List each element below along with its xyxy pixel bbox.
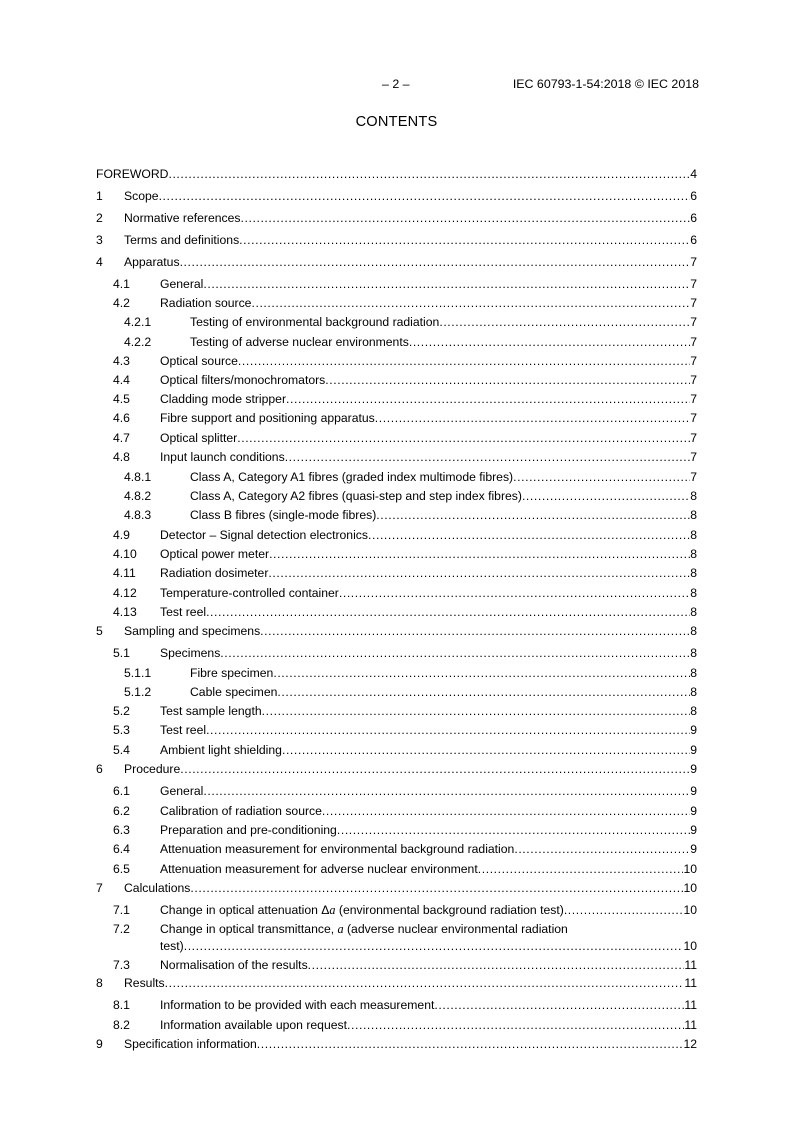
- dot-leader: [251, 295, 690, 311]
- toc-page-number: 9: [690, 784, 697, 798]
- toc-row[interactable]: [113, 921, 697, 955]
- toc-page-number: 7: [690, 335, 697, 349]
- toc-entry: [190, 469, 697, 485]
- dot-leader: [238, 353, 690, 369]
- toc-section-number: 5.4: [113, 743, 130, 757]
- toc-label: Test reel: [160, 723, 207, 737]
- toc-page-number: 7: [690, 315, 697, 329]
- toc-label: Terms and definitions: [124, 233, 240, 247]
- toc-label: Scope: [124, 189, 159, 203]
- toc-section-number: 4.2.1: [124, 315, 152, 329]
- toc-label: Class A, Category A1 fibres (graded index multimode fibres): [190, 470, 514, 484]
- toc-row[interactable]: [113, 722, 697, 738]
- toc-section-number: 4.4: [113, 373, 130, 387]
- toc-entry: [160, 527, 697, 543]
- toc-page-number: 8: [690, 704, 697, 718]
- toc-label: Temperature-controlled container: [160, 586, 339, 600]
- toc-page-number: 7: [690, 470, 697, 484]
- toc-row[interactable]: [96, 210, 697, 226]
- toc-entry: [160, 353, 697, 369]
- dot-leader: [282, 742, 690, 758]
- dot-leader: [277, 684, 690, 700]
- dot-leader: [269, 546, 690, 562]
- dot-leader: [206, 722, 690, 738]
- toc-row[interactable]: [96, 188, 697, 204]
- toc-row[interactable]: [113, 430, 697, 446]
- toc-section-number: 4.9: [113, 528, 130, 542]
- toc-page-number: 7: [690, 296, 697, 310]
- toc-label-text: Change in optical attenuation Δ: [160, 903, 330, 917]
- toc-section-number: 4.5: [113, 392, 130, 406]
- toc-entry: [96, 166, 697, 182]
- toc-page-number: 8: [690, 605, 697, 619]
- toc-label: Cable specimen: [190, 685, 278, 699]
- toc-section-number: 8: [96, 976, 103, 990]
- toc-entry: [190, 684, 697, 700]
- toc-row[interactable]: [113, 410, 697, 426]
- toc-label: Specimens: [160, 646, 221, 660]
- toc-page-number: 11: [684, 976, 697, 990]
- toc-label: Optical power meter: [160, 547, 270, 561]
- toc-entry: [160, 604, 697, 620]
- toc-entry: [160, 861, 697, 877]
- toc-label: Testing of environmental background radiation: [190, 315, 440, 329]
- toc-row[interactable]: [113, 391, 697, 407]
- dot-leader: [262, 703, 691, 719]
- toc-entry: [124, 880, 697, 896]
- toc-page-number: 4: [690, 167, 697, 181]
- dot-leader: [241, 210, 691, 226]
- dot-leader: [409, 334, 690, 350]
- toc-entry: [160, 295, 697, 311]
- toc-label: Normative references: [124, 211, 241, 225]
- toc-page-number: 6: [690, 233, 697, 247]
- toc-section-number: 7.2: [113, 922, 130, 936]
- dot-leader: [339, 585, 690, 601]
- toc-label: Radiation dosimeter: [160, 566, 269, 580]
- toc-label: Input launch conditions: [160, 450, 285, 464]
- toc-row[interactable]: [113, 295, 697, 311]
- toc-label: Attenuation measurement for environmental background radiation: [160, 842, 515, 856]
- toc-section-number: 7.1: [113, 903, 130, 917]
- toc-entry: [190, 665, 697, 681]
- toc-label-text: Change in optical transmittance,: [160, 922, 338, 936]
- document-id: IEC 60793-1-54:2018 © IEC 2018: [512, 77, 699, 91]
- math-symbol: a: [337, 922, 344, 936]
- dot-leader: [347, 1017, 684, 1033]
- math-symbol: a: [329, 903, 336, 917]
- dot-leader: [564, 902, 684, 918]
- toc-section-number: 4.6: [113, 411, 130, 425]
- toc-row[interactable]: [124, 469, 697, 485]
- toc-page-number: 11: [684, 998, 697, 1012]
- toc-entry: [190, 488, 697, 504]
- dot-leader: [268, 565, 690, 581]
- toc-row[interactable]: [96, 166, 697, 182]
- toc-row[interactable]: [113, 822, 697, 838]
- dot-leader: [184, 938, 684, 954]
- dot-leader: [190, 880, 683, 896]
- toc-entry: [160, 997, 697, 1013]
- toc-section-number: 4.8.2: [124, 489, 152, 503]
- toc-entry: [160, 410, 697, 426]
- toc-section-number: 3: [96, 233, 103, 247]
- toc-row[interactable]: [96, 975, 697, 991]
- dot-leader: [337, 822, 690, 838]
- toc-label: Calculations: [124, 881, 191, 895]
- toc-page-number: 8: [690, 547, 697, 561]
- toc-label: Information to be provided with each measurement: [160, 998, 435, 1012]
- toc-section-number: 6.3: [113, 823, 130, 837]
- toc-section-number: 4.8.3: [124, 508, 152, 522]
- toc-entry: [124, 975, 697, 991]
- toc-label: Class A, Category A2 fibres (quasi-step and step index fibres): [190, 489, 522, 503]
- toc-entry: [124, 1036, 697, 1052]
- toc-section-number: 8.2: [113, 1018, 130, 1032]
- toc-entry: [160, 783, 697, 799]
- toc-section-number: 4.3: [113, 354, 130, 368]
- toc-row[interactable]: [124, 684, 697, 700]
- toc-page-number: 9: [690, 823, 697, 837]
- toc-row[interactable]: [113, 997, 697, 1013]
- toc-page-number: 7: [690, 450, 697, 464]
- dot-leader: [322, 803, 690, 819]
- toc-label: Optical filters/monochromators: [160, 373, 326, 387]
- toc-row[interactable]: [113, 372, 697, 388]
- toc-label-text: (adverse nuclear environmental radiation: [343, 922, 568, 936]
- toc-entry: [160, 938, 697, 954]
- toc-section-number: 4.2.2: [124, 335, 152, 349]
- toc-label: Apparatus: [124, 255, 180, 269]
- dot-leader: [368, 527, 690, 543]
- toc-page-number: 10: [683, 939, 697, 953]
- toc-section-number: 6.5: [113, 862, 130, 876]
- toc-section-number: 6.2: [113, 804, 130, 818]
- toc-label: Calibration of radiation source: [160, 804, 322, 818]
- toc-page-number: 8: [690, 586, 697, 600]
- toc-section-number: 5.3: [113, 723, 130, 737]
- toc-row[interactable]: [96, 761, 697, 777]
- toc-page-number: 8: [690, 508, 697, 522]
- toc-page-number: 10: [683, 903, 697, 917]
- toc-label: Preparation and pre-conditioning: [160, 823, 337, 837]
- toc-page-number: 11: [684, 958, 697, 972]
- toc-row[interactable]: [113, 703, 697, 719]
- toc-label: test): [160, 939, 184, 953]
- toc-page-number: 12: [683, 1037, 697, 1051]
- toc-entry: [124, 210, 697, 226]
- toc-page-number: 8: [690, 528, 697, 542]
- toc-page-number: 9: [690, 804, 697, 818]
- toc-row[interactable]: [96, 254, 697, 270]
- dot-leader: [375, 410, 690, 426]
- toc-section-number: 4.7: [113, 431, 130, 445]
- toc-page-number: 7: [690, 411, 697, 425]
- toc-row[interactable]: [113, 546, 697, 562]
- toc-row[interactable]: [113, 841, 697, 857]
- dot-leader: [220, 645, 690, 661]
- dot-leader: [203, 276, 690, 292]
- dot-leader: [434, 997, 684, 1013]
- toc-label: Specification information: [124, 1037, 257, 1051]
- toc-label: Testing of adverse nuclear environments: [190, 335, 409, 349]
- toc-entry: [160, 703, 697, 719]
- toc-page-number: 7: [690, 392, 697, 406]
- contents-title: CONTENTS: [355, 114, 438, 130]
- toc-label: Fibre specimen: [190, 666, 274, 680]
- toc-entry: [160, 585, 697, 601]
- toc-entry: [124, 254, 697, 270]
- toc-row[interactable]: [113, 565, 697, 581]
- toc-label: Normalisation of the results: [160, 958, 308, 972]
- toc-section-number: 4.2: [113, 296, 130, 310]
- toc-section-number: 4.12: [113, 586, 137, 600]
- toc-label: Detector – Signal detection electronics: [160, 528, 368, 542]
- toc-page-number: 11: [684, 1018, 697, 1032]
- toc-section-number: 4.10: [113, 547, 137, 561]
- dot-leader: [165, 975, 685, 991]
- toc-entry: [160, 449, 697, 465]
- toc-row[interactable]: [124, 665, 697, 681]
- toc-page-number: 9: [690, 762, 697, 776]
- toc-entry: [124, 188, 697, 204]
- toc-entry: [124, 623, 697, 639]
- toc-label: Test reel: [160, 605, 207, 619]
- toc-label: [160, 902, 564, 918]
- toc-row[interactable]: [124, 507, 697, 523]
- toc-page-number: 7: [690, 373, 697, 387]
- toc-entry: [160, 822, 697, 838]
- toc-page-number: 7: [690, 431, 697, 445]
- toc-row[interactable]: [113, 276, 697, 292]
- dot-leader: [159, 188, 691, 204]
- toc-row[interactable]: [113, 527, 697, 543]
- toc-label: Information available upon request: [160, 1018, 347, 1032]
- dot-leader: [439, 314, 690, 330]
- toc-row[interactable]: [113, 803, 697, 819]
- toc-section-number: 7: [96, 881, 103, 895]
- toc-section-number: 5: [96, 624, 103, 638]
- toc-label: Attenuation measurement for adverse nuclear environment: [160, 862, 478, 876]
- toc-page-number: 7: [690, 354, 697, 368]
- toc-entry: [160, 803, 697, 819]
- dot-leader: [257, 1036, 684, 1052]
- toc-label-line: [160, 921, 568, 937]
- toc-label: Test sample length: [160, 704, 262, 718]
- toc-row[interactable]: [113, 449, 697, 465]
- dot-leader: [239, 232, 690, 248]
- toc-page-number: 9: [690, 723, 697, 737]
- toc-page-number: 8: [690, 666, 697, 680]
- toc-entry: [160, 722, 697, 738]
- toc-section-number: 5.1.2: [124, 685, 152, 699]
- toc-section-number: 4.1: [113, 277, 130, 291]
- toc-label-text: (environmental background radiation test): [335, 903, 564, 917]
- toc-row[interactable]: [113, 861, 697, 877]
- toc-section-number: 4.11: [113, 566, 136, 580]
- toc-label: FOREWORD: [96, 167, 169, 181]
- toc-page-number: 8: [690, 489, 697, 503]
- toc-row[interactable]: [113, 957, 697, 973]
- toc-section-number: 4.8.1: [124, 470, 152, 484]
- dot-leader: [180, 254, 691, 270]
- toc-entry: [160, 430, 697, 446]
- toc-section-number: 4.13: [113, 605, 137, 619]
- toc-page-number: 8: [690, 566, 697, 580]
- toc-page-number: 9: [690, 842, 697, 856]
- toc-page-number: 8: [690, 624, 697, 638]
- toc-page-number: 8: [690, 646, 697, 660]
- toc-label: Sampling and specimens: [124, 624, 261, 638]
- toc-section-number: 8.1: [113, 998, 130, 1012]
- toc-row[interactable]: [113, 742, 697, 758]
- toc-section-number: 4.8: [113, 450, 130, 464]
- toc-row[interactable]: [113, 1017, 697, 1033]
- dot-leader: [522, 488, 690, 504]
- dot-leader: [273, 665, 690, 681]
- toc-section-number: 1: [96, 189, 103, 203]
- toc-entry: [160, 742, 697, 758]
- toc-entry: [160, 372, 697, 388]
- dot-leader: [260, 623, 690, 639]
- dot-leader: [168, 166, 690, 182]
- toc-entry: [190, 314, 697, 330]
- toc-label: Results: [124, 976, 165, 990]
- toc-page-number: 6: [690, 211, 697, 225]
- toc-row[interactable]: [113, 585, 697, 601]
- toc-row[interactable]: [124, 488, 697, 504]
- toc-section-number: 7.3: [113, 958, 130, 972]
- toc-section-number: 6: [96, 762, 103, 776]
- dot-leader: [237, 430, 690, 446]
- toc-label: Ambient light shielding: [160, 743, 282, 757]
- toc-row[interactable]: [96, 1036, 697, 1052]
- toc-row[interactable]: [124, 334, 697, 350]
- dot-leader: [286, 391, 690, 407]
- toc-section-number: 4: [96, 255, 103, 269]
- toc-page-number: 9: [690, 743, 697, 757]
- toc-section-number: 5.1: [113, 646, 130, 660]
- dot-leader: [325, 372, 690, 388]
- toc-entry: [160, 546, 697, 562]
- toc-entry: [160, 645, 697, 661]
- dot-leader: [376, 507, 690, 523]
- toc-row[interactable]: [96, 880, 697, 896]
- toc-label: Optical source: [160, 354, 238, 368]
- toc-section-number: 5.2: [113, 704, 130, 718]
- toc-section-number: 6.1: [113, 784, 130, 798]
- toc-section-number: 2: [96, 211, 103, 225]
- toc-label: Radiation source: [160, 296, 252, 310]
- toc-label: Cladding mode stripper: [160, 392, 287, 406]
- dot-leader: [206, 604, 690, 620]
- toc-page-number: 10: [683, 881, 697, 895]
- toc-label: Class B fibres (single-mode fibres): [190, 508, 377, 522]
- dot-leader: [513, 469, 690, 485]
- toc-row[interactable]: [96, 623, 697, 639]
- toc-entry: [160, 957, 697, 973]
- dot-leader: [514, 841, 690, 857]
- toc-entry: [160, 391, 697, 407]
- toc-row[interactable]: [113, 902, 697, 918]
- toc-row[interactable]: [113, 353, 697, 369]
- toc-label: Procedure: [124, 762, 181, 776]
- toc-section-number: 5.1.1: [124, 666, 152, 680]
- toc-entry: [160, 276, 697, 292]
- toc-entry: [190, 334, 697, 350]
- toc-label: General: [160, 277, 204, 291]
- toc-section-number: 9: [96, 1037, 103, 1051]
- toc-row[interactable]: [113, 645, 697, 661]
- toc-row[interactable]: [113, 783, 697, 799]
- dot-leader: [478, 861, 684, 877]
- toc-label: Optical splitter: [160, 431, 238, 445]
- dot-leader: [285, 449, 691, 465]
- toc-page-number: 8: [690, 685, 697, 699]
- toc-entry: [124, 232, 697, 248]
- dot-leader: [308, 957, 685, 973]
- toc-page-number: 7: [690, 255, 697, 269]
- toc-section-number: 6.4: [113, 842, 130, 856]
- toc-row[interactable]: [96, 232, 697, 248]
- toc-page-number: 10: [683, 862, 697, 876]
- toc-entry: [160, 565, 697, 581]
- toc-page-number: 7: [690, 277, 697, 291]
- toc-row[interactable]: [124, 314, 697, 330]
- toc-entry: [190, 507, 697, 523]
- dot-leader: [180, 761, 690, 777]
- toc-row[interactable]: [113, 604, 697, 620]
- toc-entry: [160, 841, 697, 857]
- toc-entry: [160, 1017, 697, 1033]
- toc-entry: [160, 902, 697, 918]
- toc-entry: [124, 761, 697, 777]
- dot-leader: [203, 783, 690, 799]
- toc-label: General: [160, 784, 204, 798]
- toc-label: Fibre support and positioning apparatus: [160, 411, 375, 425]
- page-number: – 2 –: [382, 77, 410, 91]
- toc-page-number: 6: [690, 189, 697, 203]
